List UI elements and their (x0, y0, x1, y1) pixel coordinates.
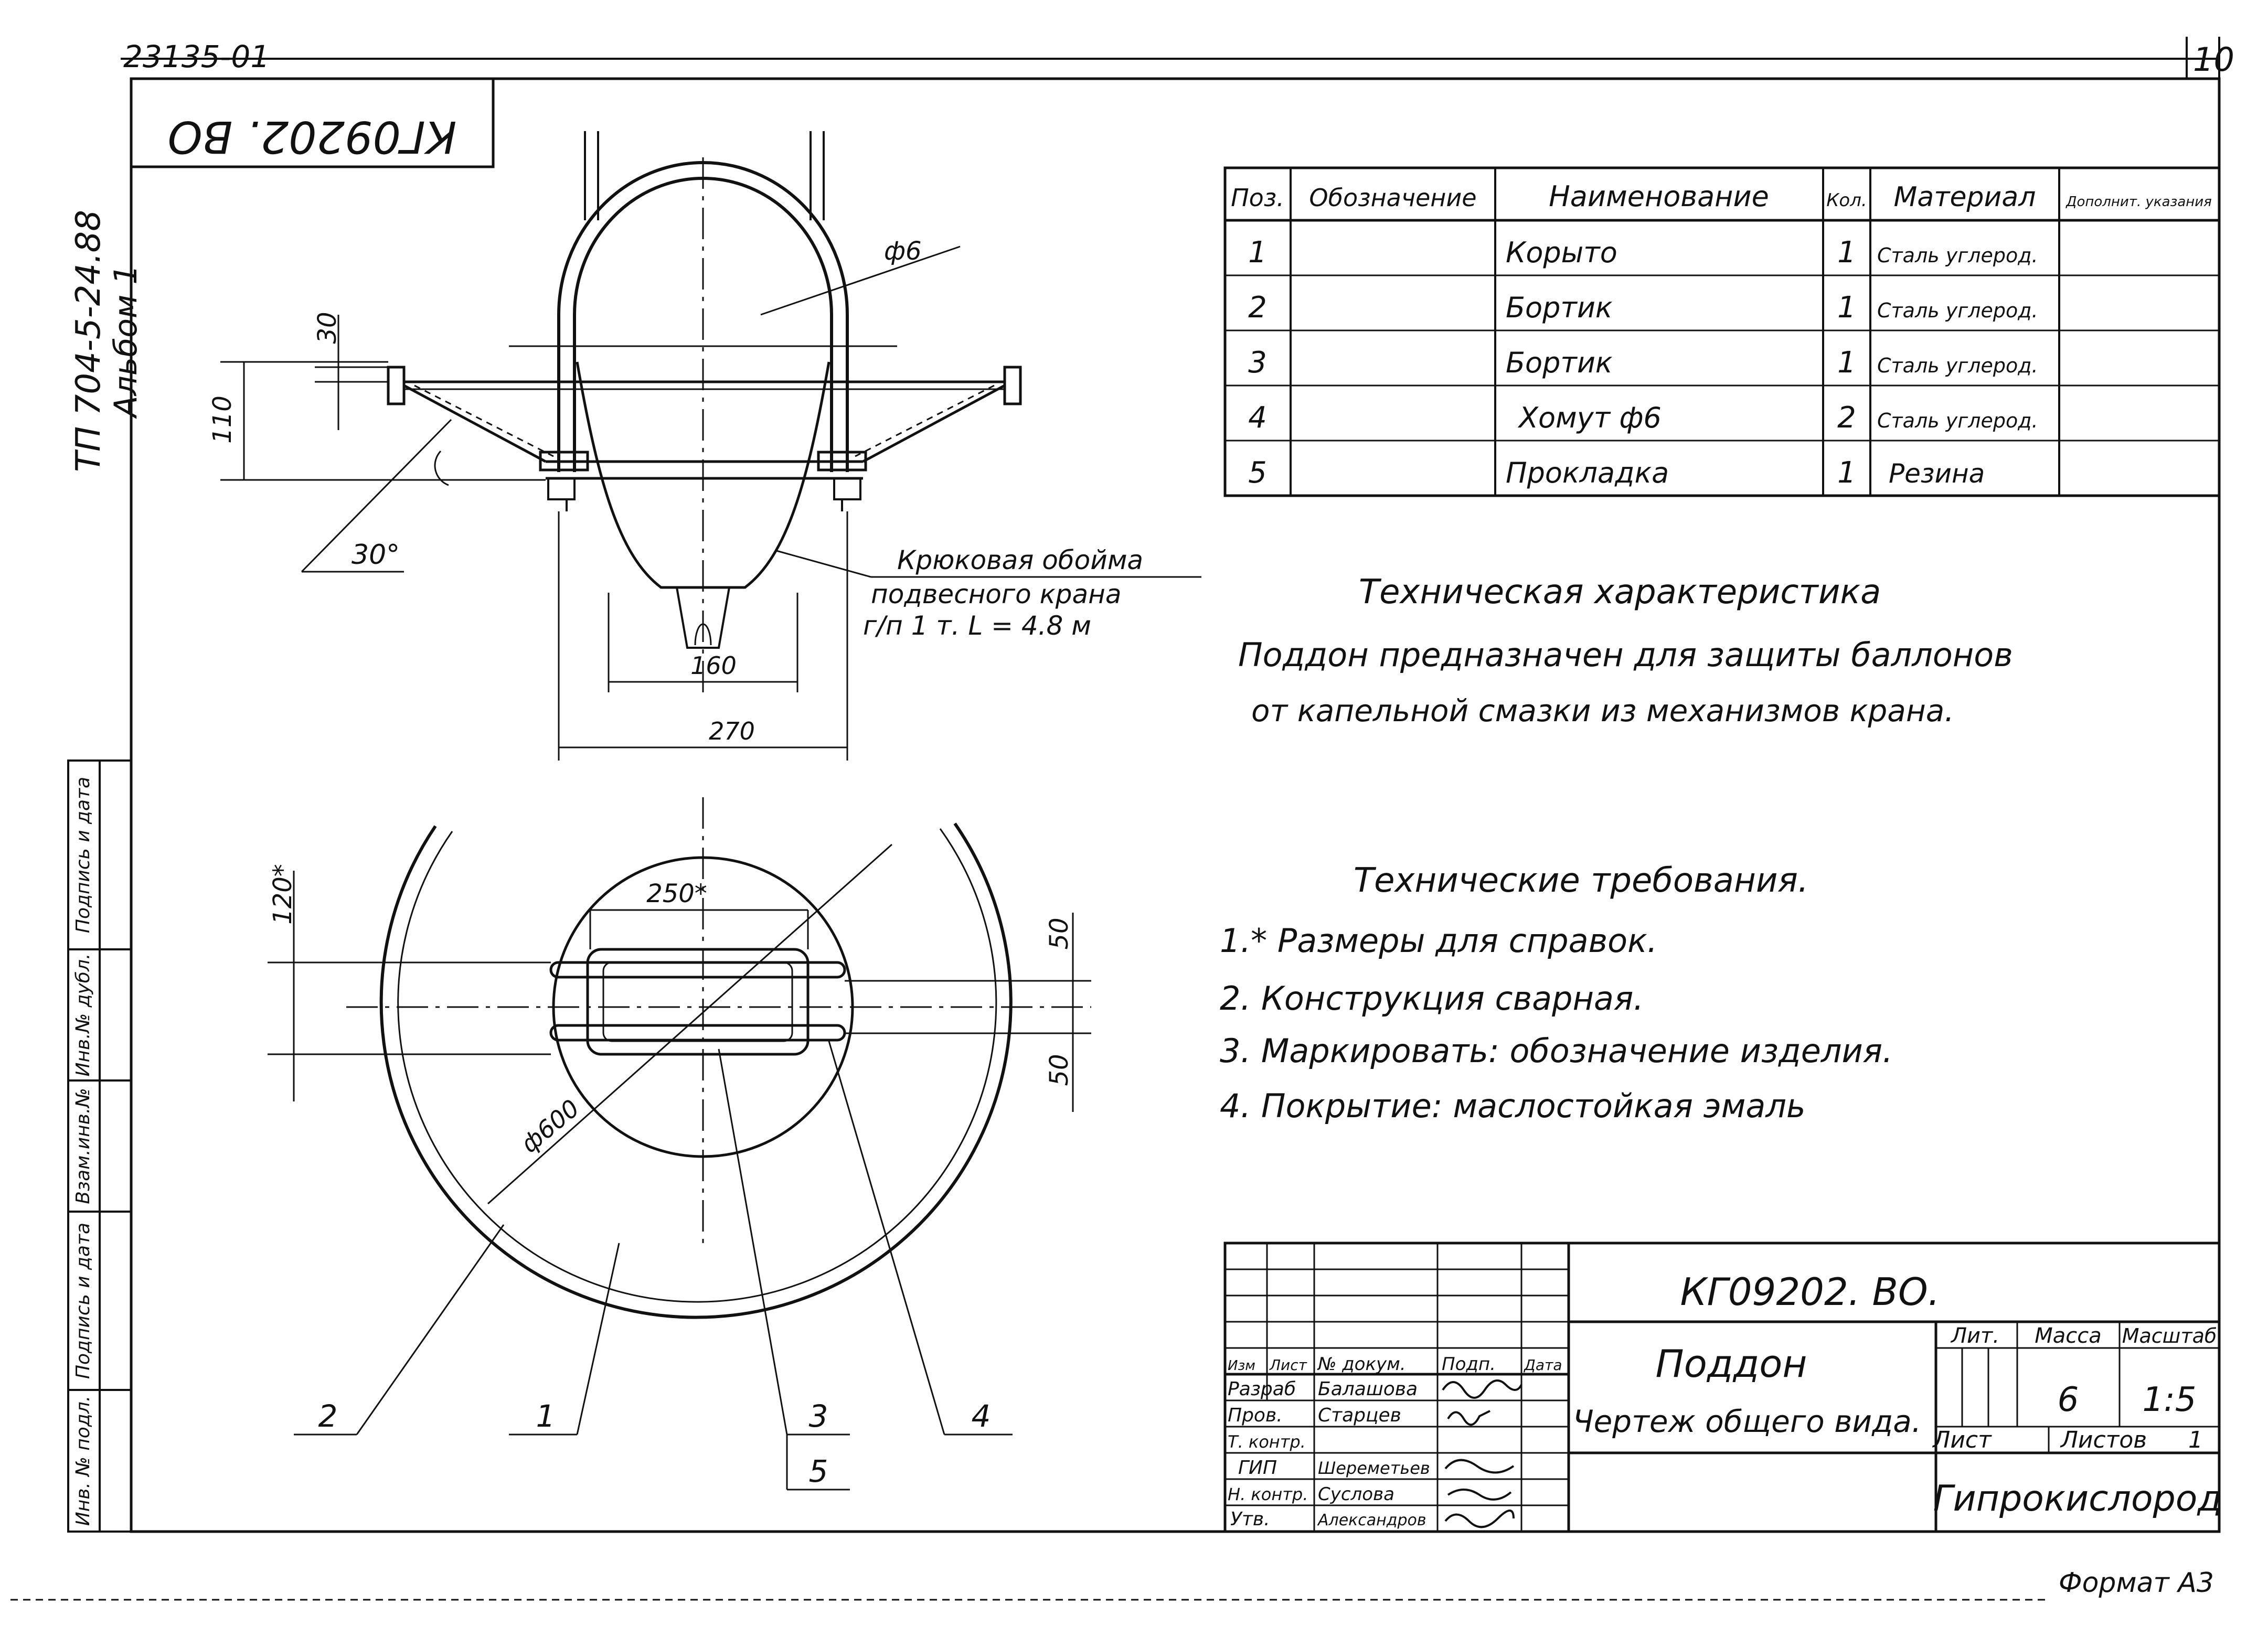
spec-cell: 1 (1248, 236, 1267, 270)
title-name: Александров (1318, 1511, 1426, 1529)
hook-note-line3: г/п 1 т. L = 4.8 м (863, 611, 1091, 641)
mass-value: 6 (2057, 1381, 2079, 1419)
dim-phi6: ф6 (884, 237, 922, 266)
tech-requirements-title: Технические требования. (1354, 861, 1809, 900)
dim-30-deg: 30° (352, 539, 400, 571)
sheet-frame (10, 37, 2219, 1600)
dim-160: 160 (690, 651, 737, 680)
spec-cell: 1 (1837, 236, 1856, 270)
title-role: Пров. (1228, 1405, 1283, 1426)
spec-cell: Сталь углерод. (1877, 299, 2038, 322)
sheet-number: 10 (2193, 40, 2234, 79)
tech-requirement-item: 4. Покрытие: маслостойкая эмаль (1220, 1087, 1806, 1125)
hook-note-line1: Крюковая обойма (897, 545, 1144, 575)
spec-cell: Корыто (1506, 236, 1617, 269)
dim-30: 30 (313, 312, 342, 344)
tech-requirement-item: 1.* Размеры для справок. (1220, 922, 1658, 960)
side-stamp (68, 761, 131, 1532)
lit-label: Лит. (1951, 1324, 2000, 1348)
spec-cell: 3 (1248, 346, 1267, 380)
tech-characteristic-line1: Поддон предназначен для защиты баллонов (1238, 636, 2013, 674)
title-role: ГИП (1238, 1457, 1277, 1479)
title-col-header: Лист (1270, 1356, 1307, 1374)
spec-cell: 2 (1837, 401, 1856, 435)
spec-cell: Бортик (1506, 291, 1613, 324)
notes (1220, 573, 2013, 1125)
mirrored-stamp (131, 79, 493, 167)
title-name: Шереметьев (1318, 1458, 1430, 1478)
spec-cell: 1 (1837, 456, 1856, 490)
spec-header: Кол. (1826, 190, 1867, 211)
side-stamp-cell: Подпись и дата (72, 776, 94, 934)
dim-50-top: 50 (1045, 917, 1074, 950)
spec-header: Поз. (1231, 184, 1284, 212)
title-col-header: № докум. (1318, 1354, 1406, 1375)
spec-table (1225, 168, 2219, 496)
sheets-value: 1 (2188, 1427, 2203, 1453)
spec-cell: 2 (1248, 291, 1267, 325)
tech-requirement-item: 2. Конструкция сварная. (1220, 979, 1644, 1018)
side-stamp-cell: Инв.№ дубл. (72, 953, 94, 1077)
spec-header: Дополнит. указания (2066, 194, 2212, 210)
spec-header: Материал (1893, 181, 2036, 213)
spec-cell: 1 (1837, 346, 1856, 380)
spec-cell: Сталь углерод. (1877, 244, 2038, 267)
leader-label: 1 (536, 1398, 556, 1434)
dim-120-star: 120* (268, 864, 297, 925)
dim-250-star: 250* (646, 879, 707, 908)
leader-label: 2 (318, 1398, 338, 1434)
spec-cell: Бортик (1506, 346, 1613, 379)
title-name: Старцев (1318, 1405, 1401, 1426)
dim-270: 270 (709, 717, 755, 745)
dim-50-bottom: 50 (1045, 1054, 1074, 1086)
title-role: Т. контр. (1228, 1432, 1306, 1452)
spec-cell: 4 (1248, 401, 1267, 435)
dim-phi600: ф600 (515, 1094, 585, 1159)
leader-label: 4 (971, 1398, 991, 1434)
spec-cell: Сталь углерод. (1877, 354, 2038, 377)
title-name: Суслова (1318, 1484, 1394, 1505)
hook-note-line2: подвесного крана (871, 579, 1122, 609)
sheets-label: Листов (2060, 1427, 2147, 1453)
spec-cell: Хомут ф6 (1519, 401, 1662, 434)
scale-value: 1:5 (2142, 1381, 2197, 1419)
title-role: Разраб (1228, 1378, 1296, 1400)
spec-cell: Прокладка (1506, 456, 1669, 489)
top-view-drawing (208, 131, 1201, 761)
side-stamp-cell: Инв. № подл. (72, 1395, 94, 1526)
spec-cell: 1 (1837, 291, 1856, 325)
scale-label: Масштаб (2122, 1324, 2217, 1347)
spec-header: Обозначение (1309, 184, 1477, 212)
drawing-name-line1: Поддон (1655, 1342, 1807, 1386)
tech-requirement-item: 3. Маркировать: обозначение изделия. (1220, 1032, 1893, 1070)
plan-view-drawing (268, 797, 1091, 1490)
spec-cell: Резина (1889, 458, 1985, 489)
title-role: Н. контр. (1228, 1484, 1308, 1504)
side-stamp-cell: Подпись и дата (72, 1222, 94, 1379)
format-label: Формат А3 (2058, 1567, 2214, 1599)
tech-characteristic-line2: от капельной смазки из механизмов крана. (1251, 693, 1954, 729)
spec-header: Наименование (1549, 180, 1769, 213)
stamp-code-mirrored: КГ09202. ВО (167, 111, 457, 163)
title-block (1225, 1243, 2222, 1532)
spec-cell: 5 (1248, 456, 1267, 490)
side-stamp-cell: Взам.инв.№ (72, 1088, 94, 1204)
title-role: Утв. (1230, 1508, 1270, 1530)
dim-110: 110 (208, 395, 237, 444)
album-ref-line2: Альбом 1 (108, 264, 144, 418)
spec-cell: Сталь углерод. (1877, 409, 2038, 432)
album-ref-line1: ТП 704-5-24.88 (69, 210, 108, 472)
mass-label: Масса (2035, 1324, 2102, 1348)
tech-characteristic-title: Техническая характеристика (1359, 573, 1881, 612)
sheet-label: Лист (1933, 1427, 1992, 1453)
title-name: Балашова (1318, 1378, 1418, 1400)
title-col-header: Изм (1228, 1358, 1255, 1374)
organization: Гипрокислород (1933, 1478, 2222, 1519)
leader-label: 5 (808, 1453, 828, 1489)
leader-label: 3 (808, 1398, 828, 1434)
doc-number-top-left: 23135-01 (123, 39, 270, 74)
drawing-name-line2: Чертеж общего вида. (1572, 1404, 1922, 1439)
title-col-header: Подп. (1442, 1354, 1496, 1375)
title-col-header: Дата (1524, 1356, 1562, 1374)
designation: КГ09202. ВО. (1680, 1270, 1940, 1314)
